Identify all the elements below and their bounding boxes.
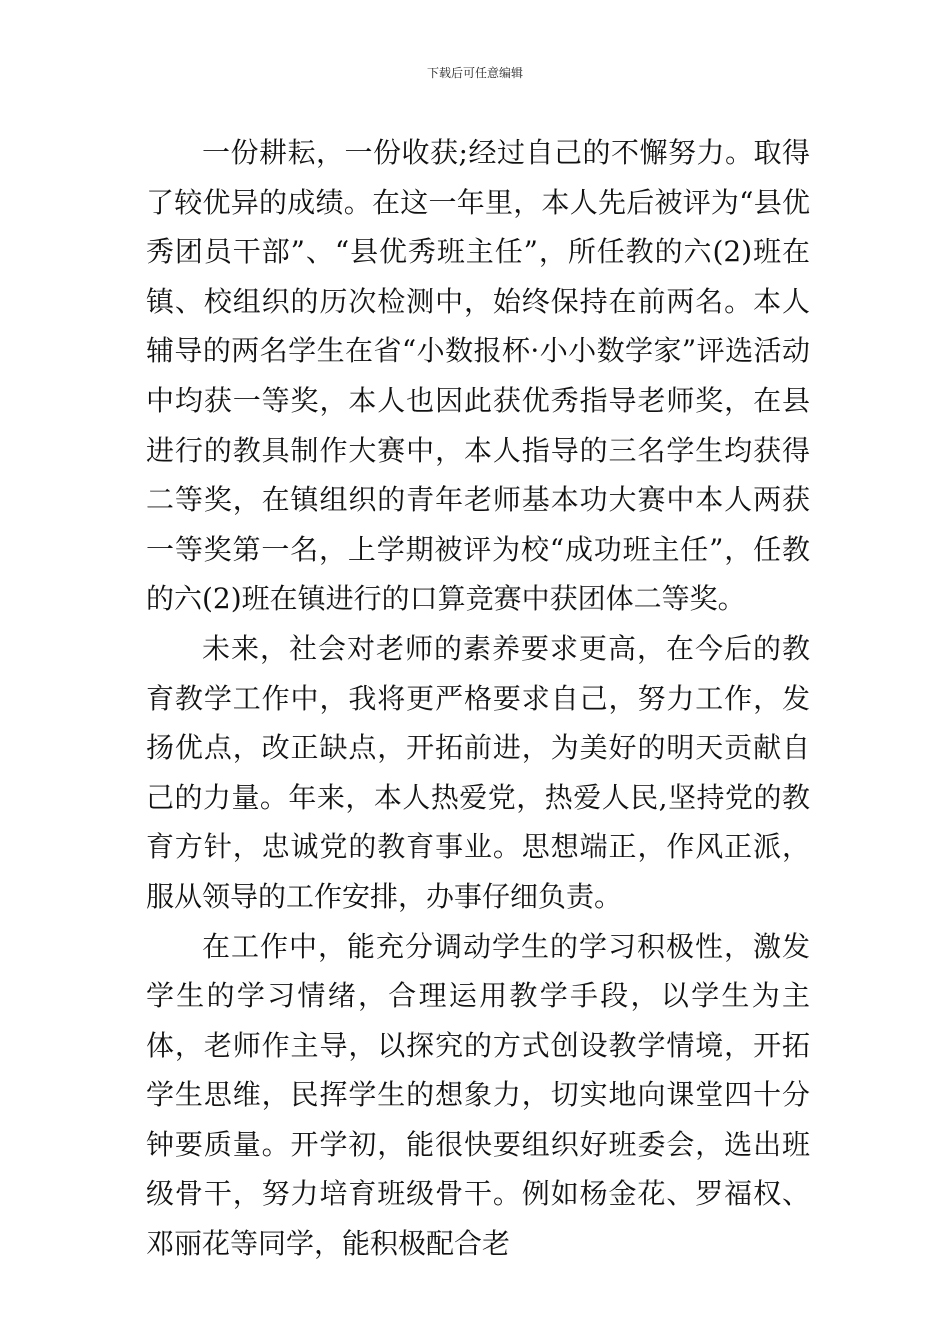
- paragraph-achievements: 一份耕耘，一份收获;经过自己的不懈努力。取得了较优异的成绩。在这一年里，本人先后被评为“县优秀团员干部”、“县优秀班主任”，所任教的六(2)班在镇、校组织的历次检测中，始终保持在前两名。本人辅导的两名学生在省“小数报杯·小小数学家”评选活动中均获一等奖，本人也因此获优秀指导老师奖，在县进行的教具制作大赛中，本人指导的三名学生均获得二等奖，在镇组织的青年老师基本功大赛中本人两获一等奖第一名，上学期被评为校“成功班主任”，任教的六(2)班在镇进行的口算竞赛中获团体二等奖。: [146, 136, 810, 616]
- paragraph-future-plans: 未来，社会对老师的素养要求更高，在今后的教育教学工作中，我将更严格要求自己，努力工作，发扬优点，改正缺点，开拓前进，为美好的明天贡献自己的力量。年来，本人热爱党，热爱人民,坚持党的教育方针，忠诚党的教育事业。思想端正，作风正派，服从领导的工作安排，办事仔细负责。: [146, 631, 810, 913]
- page-header-note: 下载后可任意编辑: [426, 66, 523, 80]
- paragraph-teaching-work: 在工作中，能充分调动学生的学习积极性，激发学生的学习情绪，合理运用教学手段，以学生为主体，老师作主导，以探究的方式创设教学情境，开拓学生思维，民挥学生的想象力，切实地向课堂四十分钟要质量。开学初，能很快要组织好班委会，选出班级骨干，努力培育班级骨干。例如杨金花、罗福权、邓丽花等同学，能积极配合老: [146, 929, 810, 1261]
- document-body: [146, 128, 810, 1269]
